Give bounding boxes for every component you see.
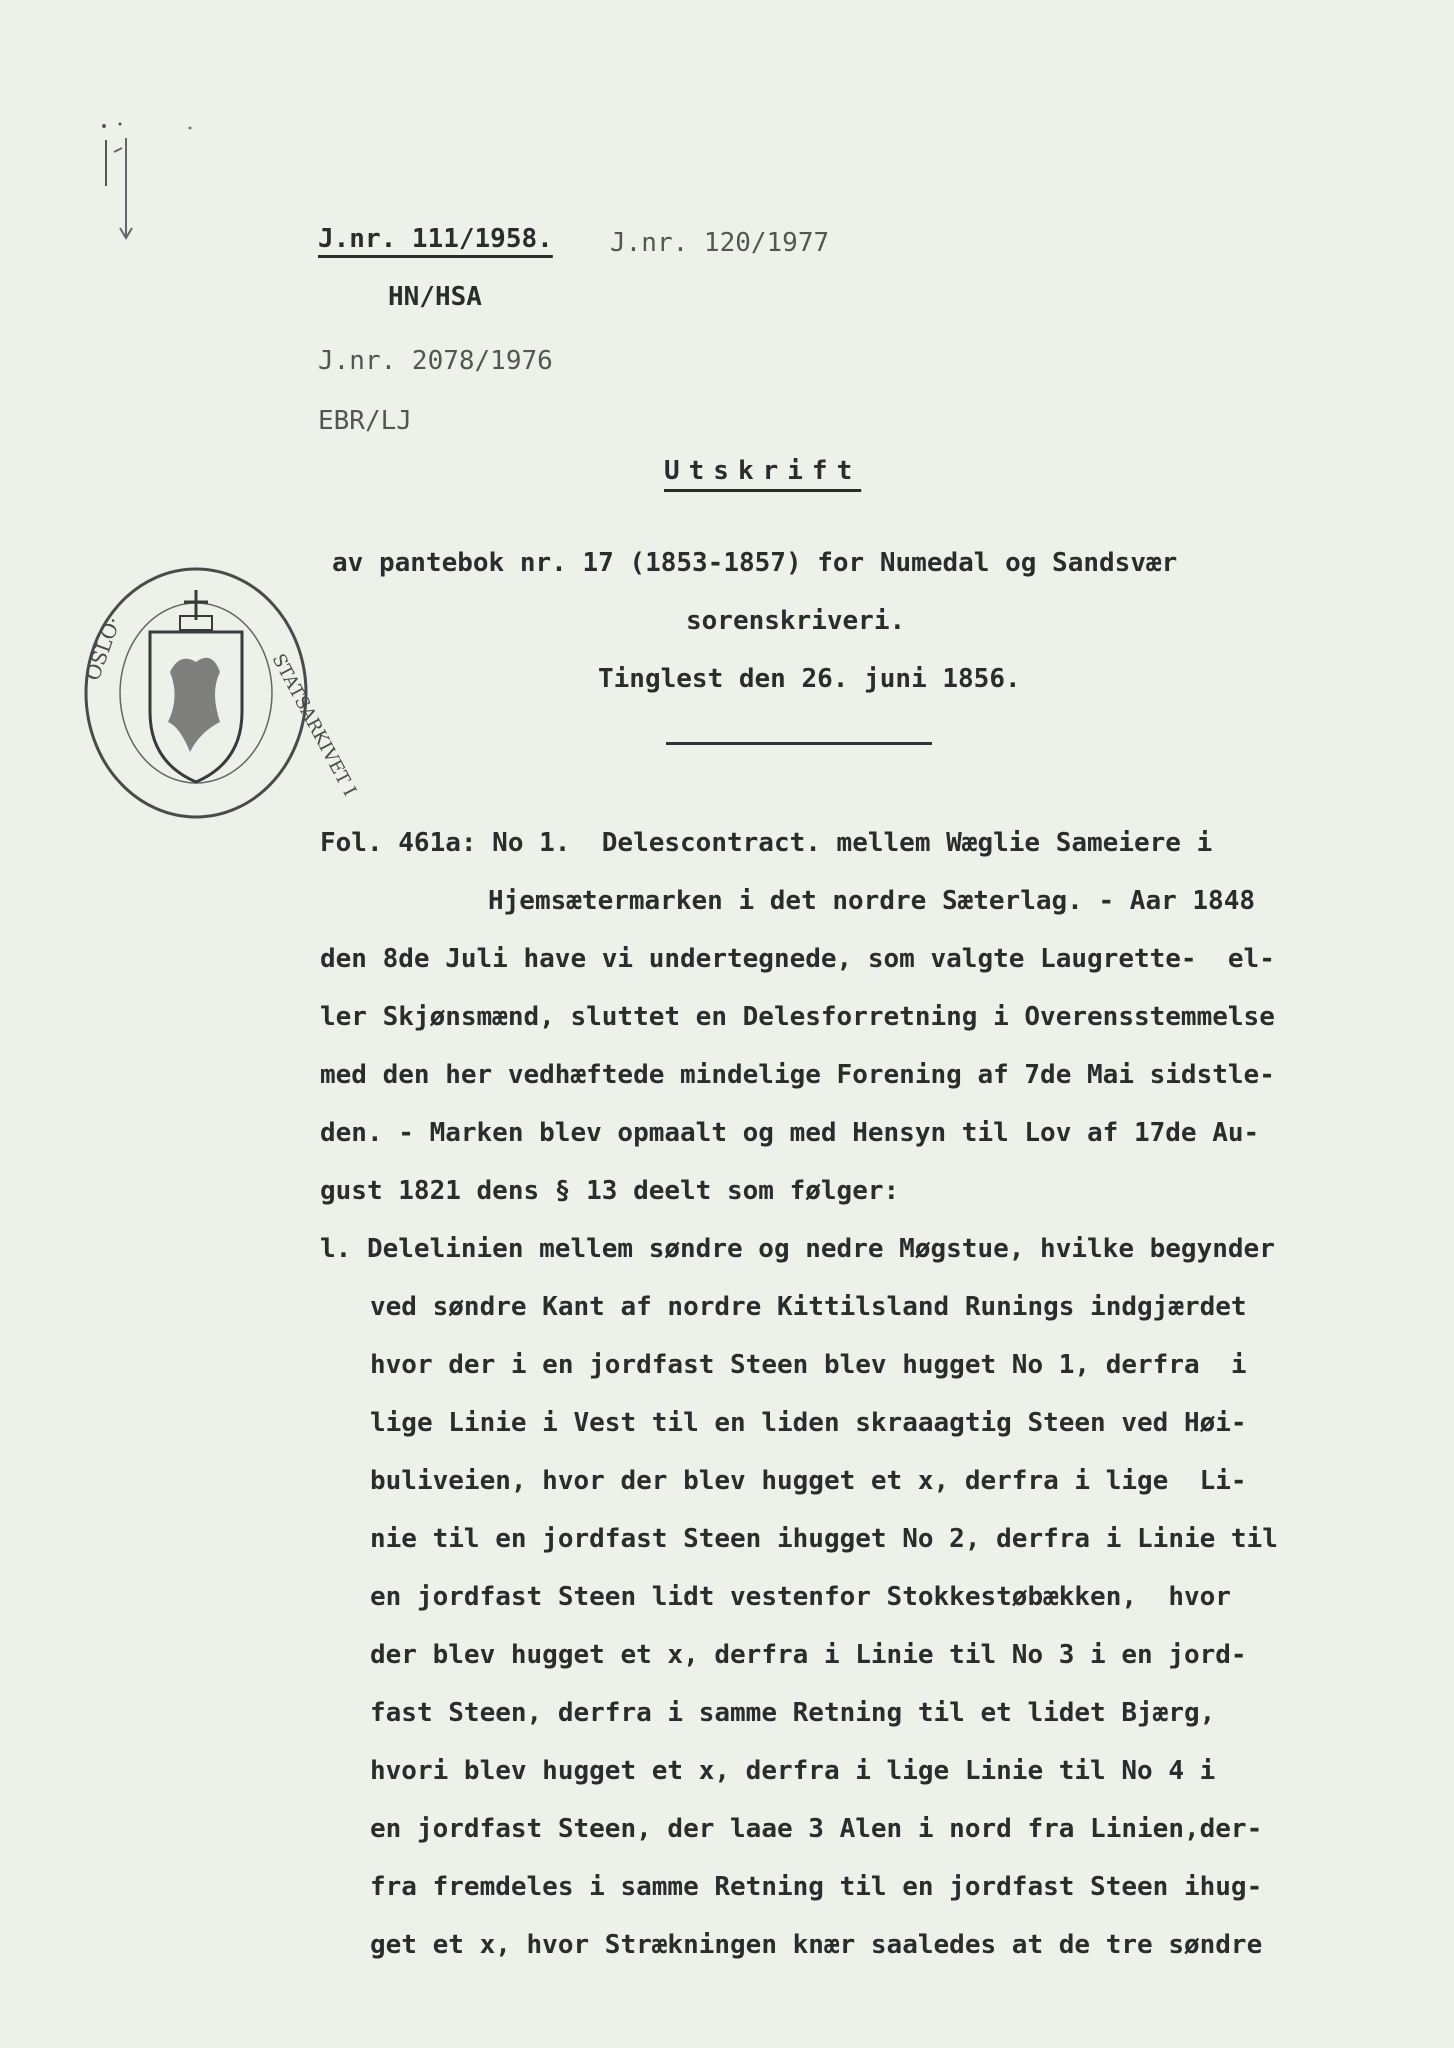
svg-text:OSLO·: OSLO· bbox=[80, 613, 126, 684]
body-text-line: den 8de Juli have vi undertegnede, som valgte Laugrette- el- bbox=[320, 944, 1275, 974]
margin-marks bbox=[100, 118, 200, 248]
body-text-line: l. Delelinien mellem søndre og nedre Møgstue, hvilke begynder bbox=[320, 1234, 1275, 1264]
body-text-line: fra fremdeles i samme Retning til en jordfast Steen ihug- bbox=[370, 1872, 1263, 1902]
svg-text:STATSARKIVET I: STATSARKIVET I bbox=[267, 650, 361, 800]
subtitle-line-1: av pantebok nr. 17 (1853-1857) for Numedal og Sandsvær bbox=[332, 548, 1178, 578]
body-text-line: nie til en jordfast Steen ihugget No 2, derfra i Linie til bbox=[370, 1524, 1278, 1554]
body-text-line: lige Linie i Vest til en liden skraaagtig Steen ved Høi- bbox=[370, 1408, 1247, 1438]
subtitle-line-2: sorenskriveri. bbox=[686, 606, 906, 636]
document-title: Utskrift bbox=[664, 456, 862, 486]
body-text-line: buliveien, hvor der blev hugget et x, derfra i lige Li- bbox=[370, 1466, 1247, 1496]
body-text-line: gust 1821 dens § 13 deelt som følger: bbox=[320, 1176, 900, 1206]
entry-heading-line: Fol. 461a: No 1. Delescontract. mellem Wæglie Sameiere i bbox=[320, 828, 1213, 858]
body-text-line: hvori blev hugget et x, derfra i lige Linie til No 4 i bbox=[370, 1756, 1216, 1786]
body-text-line: fast Steen, derfra i samme Retning til et lidet Bjærg, bbox=[370, 1698, 1216, 1728]
body-text-line: hvor der i en jordfast Steen blev hugget No 1, derfra i bbox=[370, 1350, 1247, 1380]
journal-number-main: J.nr. 111/1958. bbox=[318, 224, 553, 254]
journal-number-2: J.nr. 120/1977 bbox=[610, 228, 830, 258]
body-text-line: en jordfast Steen lidt vestenfor Stokkestøbækken, hvor bbox=[370, 1582, 1231, 1612]
title-divider bbox=[666, 742, 932, 745]
reference-initials-1: HN/HSA bbox=[388, 282, 482, 312]
body-text-line: get et x, hvor Strækningen knær saaledes at de tre søndre bbox=[370, 1930, 1263, 1960]
journal-number-3: J.nr. 2078/1976 bbox=[318, 346, 553, 376]
subtitle-line-3: Tinglest den 26. juni 1856. bbox=[598, 664, 1021, 694]
reference-initials-2: EBR/LJ bbox=[318, 406, 412, 436]
body-text-line: den. - Marken blev opmaalt og med Hensyn til Lov af 17de Au- bbox=[320, 1118, 1260, 1148]
body-text-line: ved søndre Kant af nordre Kittilsland Runings indgjærdet bbox=[370, 1292, 1247, 1322]
body-text-line: Hjemsætermarken i det nordre Sæterlag. - Aar 1848 bbox=[488, 886, 1256, 916]
archive-seal-stamp bbox=[80, 562, 361, 824]
body-text-line: ler Skjønsmænd, sluttet en Delesforretning i Overensstemmelse bbox=[320, 1002, 1275, 1032]
body-text-line: en jordfast Steen, der laae 3 Alen i nord fra Linien,der- bbox=[370, 1814, 1263, 1844]
body-text-line: der blev hugget et x, derfra i Linie til No 3 i en jord- bbox=[370, 1640, 1247, 1670]
body-text-line: med den her vedhæftede mindelige Forening af 7de Mai sidstle- bbox=[320, 1060, 1275, 1090]
